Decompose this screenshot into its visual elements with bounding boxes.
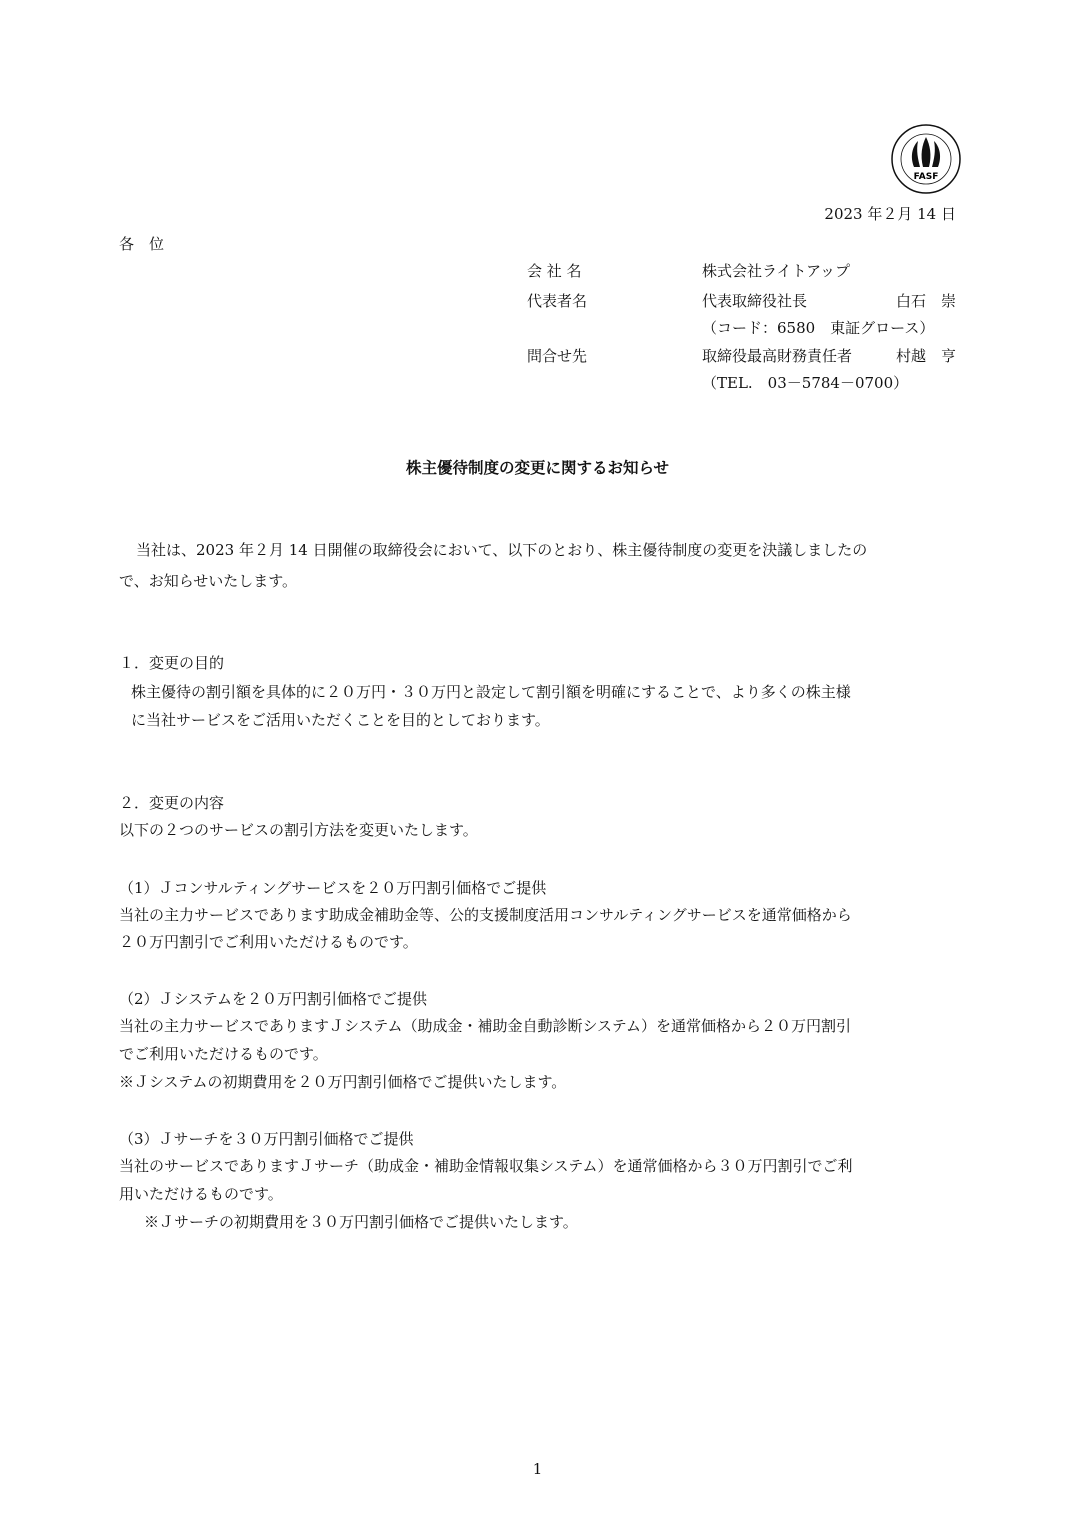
contact-title: 取締役最高財務責任者 [702,347,853,365]
item-3-heading: （3）Ｊサーチを３０万円割引価格でご提供 [119,1130,414,1148]
section-1-line-1: 株主優待の割引額を具体的に２０万円・３０万円と設定して割引額を明確にすることで、より多くの株主様 [131,683,851,701]
company-name-value: 株式会社ライトアップ [702,262,851,280]
item-3-line-2: 用いただけるものです。 [119,1185,283,1203]
document-title: 株主優待制度の変更に関するお知らせ [405,458,670,477]
item-3-note: ※Ｊサーチの初期費用を３０万円割引価格でご提供いたします。 [144,1213,578,1231]
item-3-line-1: 当社のサービスでありますＪサーチ（助成金・補助金情報収集システム）を通常価格から３０万円割引でご利 [119,1157,853,1175]
document-date: 2023 年２月 14 日 [824,205,956,223]
section-1-line-2: に当社サービスをご活用いただくことを目的としております。 [131,711,550,729]
stock-code: （コード：6580 東証グロース） [702,319,935,337]
item-1-line-2: ２０万円割引でご利用いただけるものです。 [119,933,418,951]
section-2-heading: ２．変更の内容 [119,794,225,812]
item-2-line-1: 当社の主力サービスでありますＪシステム（助成金・補助金自動診断システム）を通常価格から２０万円割引 [119,1017,852,1035]
contact-label: 問合せ先 [527,347,588,365]
item-1-heading: （1）Ｊコンサルティングサービスを２０万円割引価格でご提供 [119,879,547,897]
item-2-heading: （2）Ｊシステムを２０万円割引価格でご提供 [119,990,428,1008]
section-1-heading: １．変更の目的 [119,654,225,672]
page-number: 1 [532,1460,543,1478]
logo-text: FASF [913,172,939,182]
contact-tel: （TEL. 03－5784－0700） [702,374,909,392]
company-name-label: 会 社 名 [527,262,582,280]
intro-line-1: 当社は、2023 年２月 14 日開催の取締役会において、以下のとおり、株主優待制度の変更を決議しましたの [136,541,868,559]
contact-name: 村越 亨 [895,347,956,365]
item-2-note: ※Ｊシステムの初期費用を２０万円割引価格でご提供いたします。 [119,1073,567,1091]
representative-title: 代表取締役社長 [702,292,808,310]
fasf-logo [890,123,962,195]
representative-name: 白石 崇 [895,292,956,310]
representative-label: 代表者名 [527,292,588,310]
item-1-line-1: 当社の主力サービスであります助成金補助金等、公的支援制度活用コンサルティングサービスを通常価格から [119,906,852,924]
section-2-intro: 以下の２つのサービスの割引方法を変更いたします。 [119,821,478,839]
intro-line-2: で、お知らせいたします。 [119,572,298,590]
addressee: 各 位 [119,235,165,253]
item-2-line-2: でご利用いただけるものです。 [119,1045,328,1063]
